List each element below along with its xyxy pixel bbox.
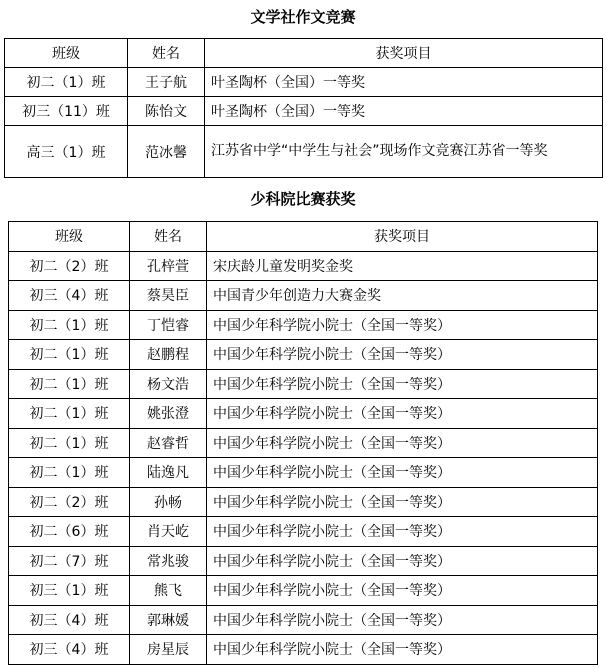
section-title-literature: 文学社作文竞赛 [250,8,356,26]
section-title-science: 少科院比赛获奖 [250,190,356,208]
cell-award: 中国少年科学院小院士（全国一等奖） [207,428,598,458]
cell-class: 初二（1）班 [9,399,130,429]
cell-class: 初二（7）班 [9,546,130,576]
cell-award: 中国少年科学院小院士（全国一等奖） [207,635,598,665]
table-row [9,281,598,311]
table-row [9,576,598,606]
cell-award: 中国少年科学院小院士（全国一等奖） [207,310,598,340]
table-row [9,428,598,458]
header-name: 姓名 [128,39,205,68]
table-row [9,340,598,370]
cell-award: 中国少年科学院小院士（全国一等奖） [207,546,598,576]
cell-award: 中国少年科学院小院士（全国一等奖） [207,340,598,370]
cell-award: 叶圣陶杯（全国）一等奖 [205,68,603,97]
cell-award: 叶圣陶杯（全国）一等奖 [205,97,603,126]
cell-class: 初二（2）班 [9,487,130,517]
header-class: 班级 [5,39,128,68]
table-row [9,635,598,665]
cell-class: 初二（1）班 [5,68,128,97]
cell-award: 中国少年科学院小院士（全国一等奖） [207,487,598,517]
cell-name: 赵鹏程 [130,340,207,370]
cell-name: 丁恺睿 [130,310,207,340]
literature-award-table [4,38,603,178]
cell-class: 初二（1）班 [9,310,130,340]
table-row [9,399,598,429]
cell-name: 孔梓萱 [130,251,207,281]
table-row [5,126,603,178]
header-name: 姓名 [130,222,207,252]
cell-class: 初三（11）班 [5,97,128,126]
cell-name: 杨文浩 [130,369,207,399]
cell-name: 肖天屹 [130,517,207,547]
cell-name: 赵睿哲 [130,428,207,458]
table-row [9,605,598,635]
table-row [5,97,603,126]
cell-name: 常兆骏 [130,546,207,576]
cell-award: 中国少年科学院小院士（全国一等奖） [207,517,598,547]
header-award: 获奖项目 [207,222,598,252]
cell-name: 熊飞 [130,576,207,606]
cell-award: 宋庆龄儿童发明奖金奖 [207,251,598,281]
header-award: 获奖项目 [205,39,603,68]
cell-name: 房星辰 [130,635,207,665]
table-header-row [5,39,603,68]
table-row [9,251,598,281]
cell-award: 江苏省中学“中学生与社会”现场作文竞赛江苏省一等奖 [205,126,603,178]
cell-name: 郭琳媛 [130,605,207,635]
cell-class: 高三（1）班 [5,126,128,178]
cell-name: 孙畅 [130,487,207,517]
cell-award: 中国青少年创造力大赛金奖 [207,281,598,311]
science-award-table [8,221,598,665]
cell-name: 陆逸凡 [130,458,207,488]
cell-name: 范冰馨 [128,126,205,178]
cell-name: 陈怡文 [128,97,205,126]
table-header-row [9,222,598,252]
table-row [9,458,598,488]
cell-class: 初二（1）班 [9,428,130,458]
cell-class: 初二（6）班 [9,517,130,547]
cell-class: 初三（4）班 [9,635,130,665]
cell-award: 中国少年科学院小院士（全国一等奖） [207,458,598,488]
table-row [5,68,603,97]
cell-award: 中国少年科学院小院士（全国一等奖） [207,399,598,429]
table-row [9,369,598,399]
cell-class: 初二（1）班 [9,340,130,370]
cell-class: 初二（1）班 [9,458,130,488]
table-row [9,487,598,517]
cell-class: 初二（2）班 [9,251,130,281]
cell-class: 初三（4）班 [9,605,130,635]
cell-award: 中国少年科学院小院士（全国一等奖） [207,576,598,606]
header-class: 班级 [9,222,130,252]
table-row [9,546,598,576]
cell-class: 初二（1）班 [9,369,130,399]
cell-name: 姚张澄 [130,399,207,429]
cell-award: 中国少年科学院小院士（全国一等奖） [207,605,598,635]
table-row [9,310,598,340]
table-row [9,517,598,547]
cell-award: 中国少年科学院小院士（全国一等奖） [207,369,598,399]
cell-name: 王子航 [128,68,205,97]
cell-name: 蔡昊臣 [130,281,207,311]
cell-class: 初三（1）班 [9,576,130,606]
cell-class: 初三（4）班 [9,281,130,311]
